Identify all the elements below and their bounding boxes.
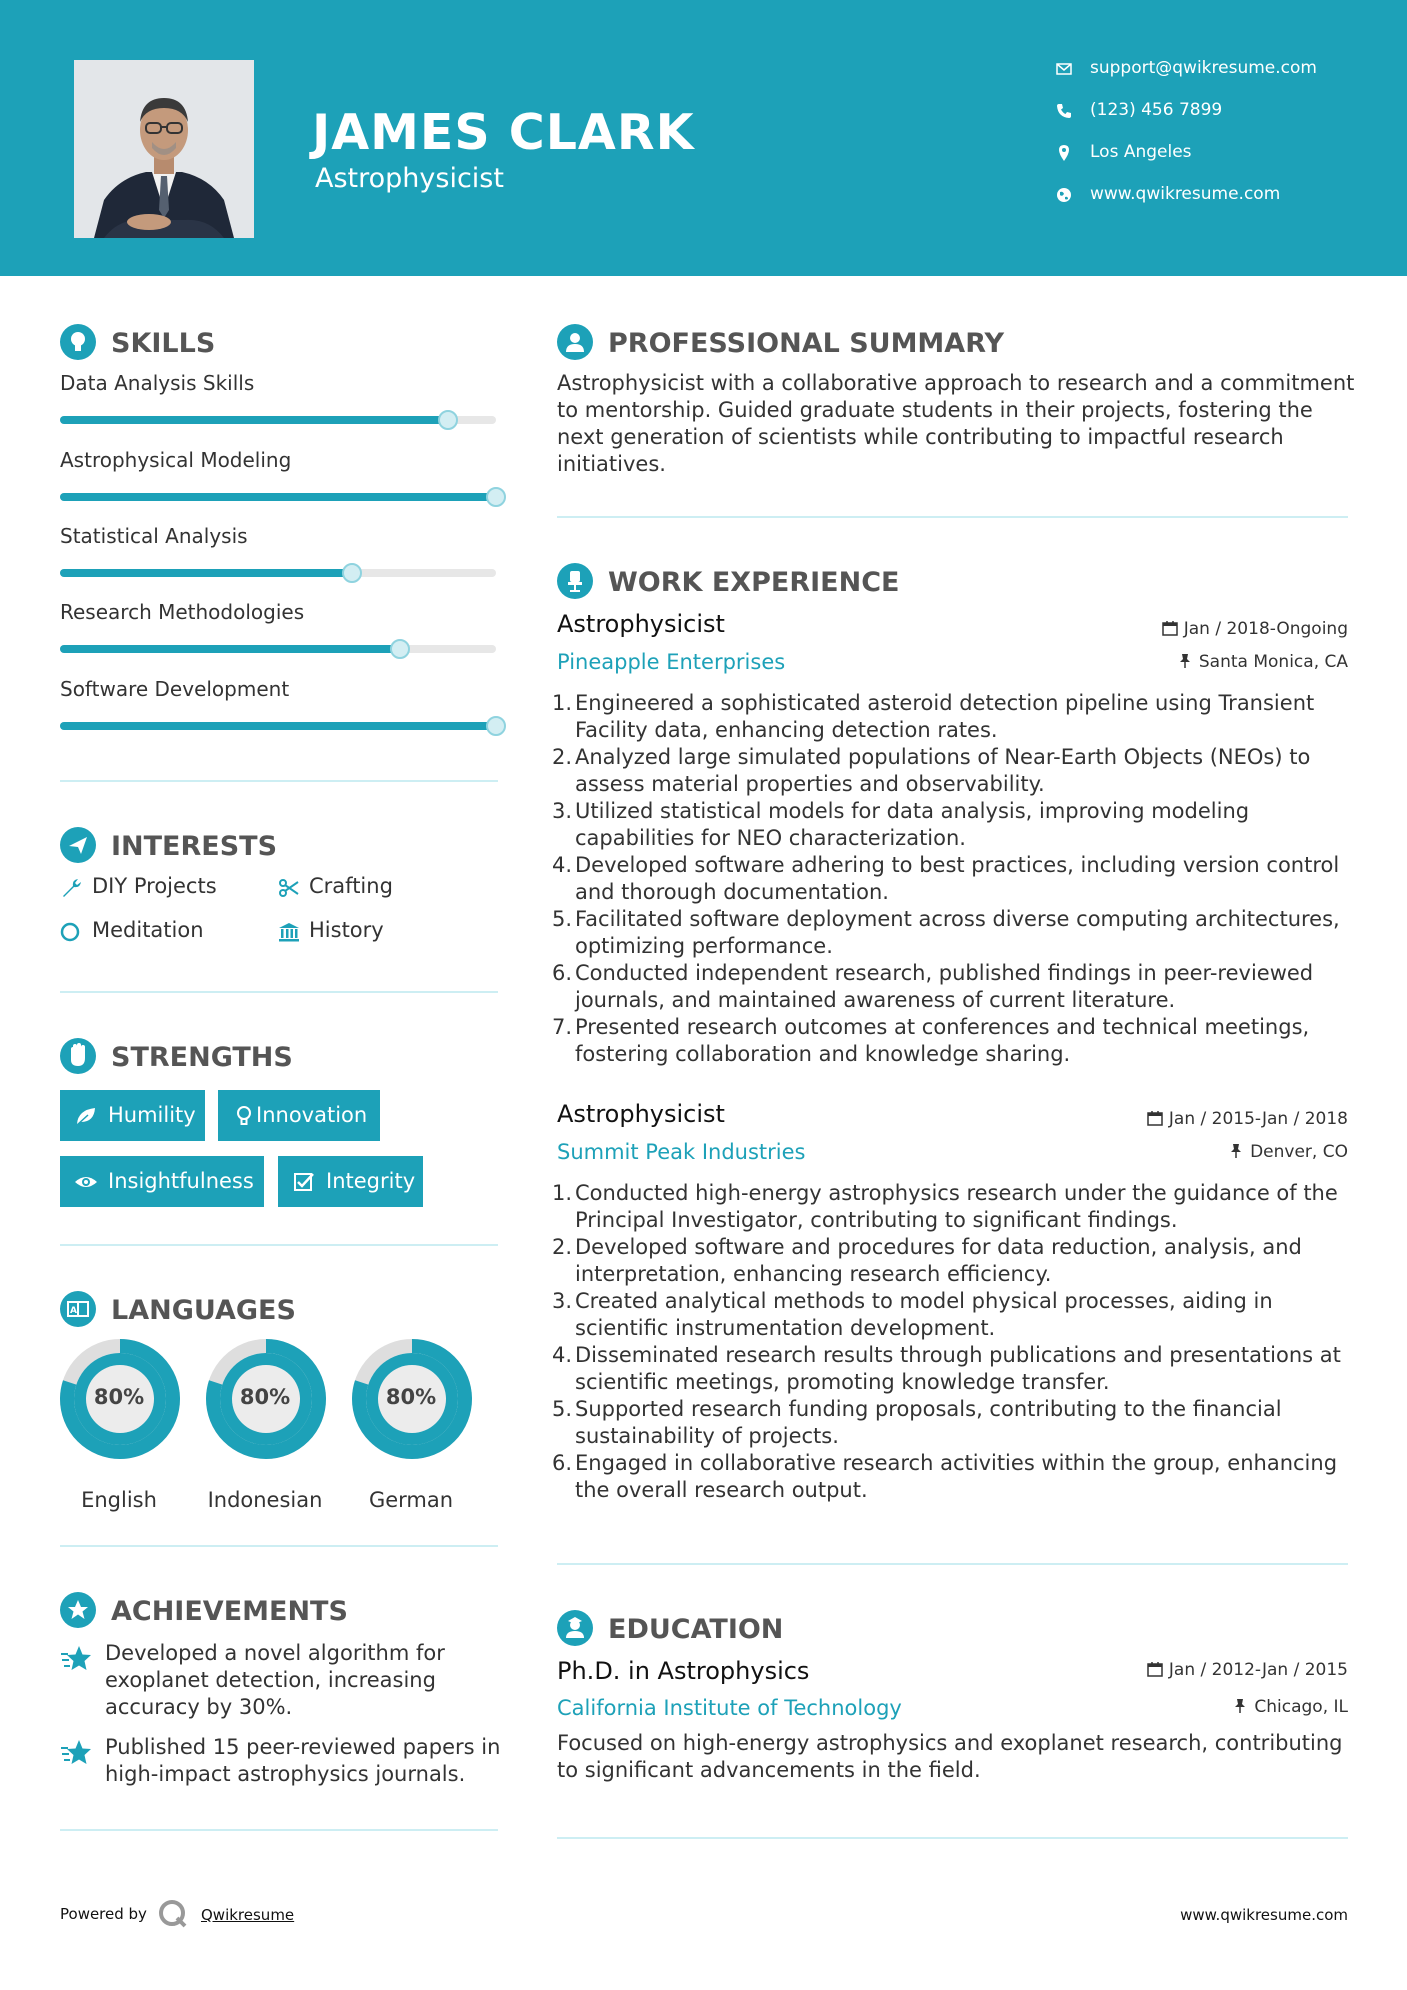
job-dates-text: Jan / 2018-Ongoing <box>1183 619 1348 639</box>
phone-icon <box>1055 102 1073 120</box>
strength-tag <box>218 1090 380 1141</box>
language-percent: 80% <box>239 1385 291 1409</box>
education-location-text: Chicago, IL <box>1254 1697 1348 1717</box>
skill-bar-fill <box>60 645 400 653</box>
footer-website[interactable]: www.qwikresume.com <box>1180 1906 1348 1924</box>
leaf-icon <box>74 1104 98 1128</box>
envelope-icon <box>1055 60 1073 78</box>
contact-location <box>1055 142 1385 168</box>
contact-location-text: Los Angeles <box>1090 142 1192 162</box>
svg-text:A: A <box>70 1306 77 1316</box>
star-icon <box>60 1644 92 1674</box>
skills-heading <box>60 324 480 364</box>
skill-bar-knob <box>342 563 362 583</box>
bank-icon <box>277 920 301 944</box>
lightbulb-icon <box>60 324 96 360</box>
job-location <box>1228 1142 1348 1162</box>
resume-header <box>0 0 1407 276</box>
check-square-icon <box>292 1170 316 1194</box>
language-percent: 80% <box>93 1385 145 1409</box>
interest-label: DIY Projects <box>92 874 217 898</box>
strengths-title: STRENGTHS <box>111 1042 293 1073</box>
section-divider <box>557 516 1348 518</box>
star-icon <box>60 1738 92 1768</box>
interest-label: Meditation <box>92 918 204 942</box>
skill-label: Statistical Analysis <box>60 524 248 548</box>
pushpin-icon <box>1177 653 1193 669</box>
candidate-name: JAMES CLARK <box>312 104 695 161</box>
powered-by-label: Powered by <box>60 1905 147 1923</box>
job-bullet: Engaged in collaborative research activities within the group, enhancing the overall research output. <box>575 1451 1338 1502</box>
skill-bar-fill <box>60 722 496 730</box>
achievements-title: ACHIEVEMENTS <box>111 1596 348 1627</box>
section-divider <box>557 1837 1348 1839</box>
interests-title: INTERESTS <box>111 831 278 862</box>
job-bullets <box>575 690 1360 1068</box>
summary-text: Astrophysicist with a collaborative approach to research and a commitment to mentorship. Guided graduate students in their projects, fostering the next generation of scientists while contributing to impactful research initiatives. <box>557 371 1355 476</box>
skill-bar <box>60 569 496 577</box>
skill-bar-fill <box>60 493 496 501</box>
section-divider <box>60 1244 498 1246</box>
education-heading <box>557 1610 1357 1650</box>
strength-tag <box>60 1090 205 1141</box>
language-name: Indonesian <box>207 1488 323 1512</box>
paper-plane-icon <box>60 827 96 863</box>
skill-label: Software Development <box>60 677 290 701</box>
circle-icon <box>60 920 84 944</box>
job-bullet: Conducted high-energy astrophysics research under the guidance of the Principal Investigator, contributing to significant findings. <box>575 1181 1338 1232</box>
language-name: English <box>81 1488 157 1512</box>
graduate-icon <box>557 1610 593 1646</box>
skill-bar <box>60 722 496 730</box>
skill-bar-knob <box>486 716 506 736</box>
scissors-icon <box>277 876 301 900</box>
contact-phone[interactable] <box>1055 100 1385 126</box>
company-name: Summit Peak Industries <box>557 1140 806 1164</box>
experience-title: WORK EXPERIENCE <box>608 567 900 598</box>
office-chair-icon <box>557 563 593 599</box>
user-icon <box>557 324 593 360</box>
job-bullet: Disseminated research results through publications and presentations at scientific meetings, promoting knowledge transfer. <box>575 1343 1341 1394</box>
skill-bar-knob <box>390 639 410 659</box>
eye-icon <box>74 1170 98 1194</box>
summary-heading <box>557 324 1357 364</box>
skills-title: SKILLS <box>111 328 216 359</box>
map-pin-icon <box>1055 144 1073 162</box>
job-bullet: Engineered a sophisticated asteroid detection pipeline using Transient Facility data, enhancing detection rates. <box>575 691 1315 742</box>
contact-phone-text: (123) 456 7899 <box>1090 100 1223 120</box>
lightbulb-icon <box>232 1104 256 1128</box>
strength-label: Humility <box>108 1103 196 1127</box>
job-bullet: Created analytical methods to model physical processes, aiding in scientific instrumentation development. <box>575 1289 1273 1340</box>
job-bullet: Facilitated software deployment across diverse computing architectures, optimizing performance. <box>575 907 1340 958</box>
education-description: Focused on high-energy astrophysics and exoplanet research, contributing to significant advancements in the field. <box>557 1731 1343 1782</box>
job-bullet: Analyzed large simulated populations of Near-Earth Objects (NEOs) to assess material properties and observability. <box>575 745 1311 796</box>
education-dates-text: Jan / 2012-Jan / 2015 <box>1168 1660 1348 1680</box>
job-dates <box>1147 1109 1348 1129</box>
job-dates <box>1162 619 1348 639</box>
skill-bar <box>60 645 496 653</box>
skill-bar-fill <box>60 416 448 424</box>
skill-bar-fill <box>60 569 352 577</box>
languages-title: LANGUAGES <box>111 1295 296 1326</box>
contact-email[interactable] <box>1055 58 1385 84</box>
language-percent: 80% <box>385 1385 437 1409</box>
achievement-text: Developed a novel algorithm for exoplanet detection, increasing accuracy by 30%. <box>105 1641 445 1719</box>
strength-label: Insightfulness <box>108 1169 254 1193</box>
job-title: Astrophysicist <box>557 1100 725 1128</box>
contact-website-text: www.qwikresume.com <box>1090 184 1281 204</box>
experience-heading <box>557 563 1357 603</box>
job-bullet: Developed software and procedures for data reduction, analysis, and interpretation, enhancing research efficiency. <box>575 1235 1302 1286</box>
calendar-icon <box>1147 1661 1163 1677</box>
skill-label: Research Methodologies <box>60 600 305 624</box>
section-divider <box>60 780 498 782</box>
section-divider <box>60 1829 498 1831</box>
strength-tag <box>278 1156 423 1207</box>
job-title: Astrophysicist <box>557 610 725 638</box>
company-name: Pineapple Enterprises <box>557 650 786 674</box>
languages-heading <box>60 1291 480 1331</box>
achievement-text: Published 15 peer-reviewed papers in high-impact astrophysics journals. <box>105 1735 501 1786</box>
degree-title: Ph.D. in Astrophysics <box>557 1657 810 1685</box>
section-divider <box>60 1545 498 1547</box>
job-dates-text: Jan / 2015-Jan / 2018 <box>1168 1109 1348 1129</box>
hand-icon <box>60 1038 96 1074</box>
job-location-text: Denver, CO <box>1250 1142 1348 1162</box>
language-name: German <box>368 1488 454 1512</box>
profile-photo <box>74 60 254 238</box>
skill-bar-knob <box>438 410 458 430</box>
education-title: EDUCATION <box>608 1614 784 1645</box>
interests-heading <box>60 827 480 867</box>
skill-bar <box>60 416 496 424</box>
job-bullet: Conducted independent research, published findings in peer-reviewed journals, and maintained awareness of current literature. <box>575 961 1314 1012</box>
skill-label: Data Analysis Skills <box>60 371 255 395</box>
school-name: California Institute of Technology <box>557 1696 902 1720</box>
section-divider <box>60 991 498 993</box>
calendar-icon <box>1162 620 1178 636</box>
job-location-text: Santa Monica, CA <box>1198 652 1348 672</box>
candidate-title: Astrophysicist <box>315 163 504 194</box>
job-bullet: Utilized statistical models for data analysis, improving modeling capabilities for NEO characterization. <box>575 799 1250 850</box>
star-badge-icon <box>60 1592 96 1628</box>
job-bullet: Presented research outcomes at conferences and technical meetings, fostering collaboration and knowledge sharing. <box>575 1015 1310 1066</box>
language-icon <box>60 1291 96 1327</box>
wrench-icon <box>60 876 84 900</box>
education-dates <box>1147 1660 1348 1680</box>
achievements-heading <box>60 1592 480 1632</box>
strengths-heading <box>60 1038 480 1078</box>
skill-bar-knob <box>486 487 506 507</box>
section-divider <box>557 1563 1348 1565</box>
education-location <box>1232 1697 1348 1717</box>
job-bullets <box>575 1180 1360 1504</box>
skill-label: Astrophysical Modeling <box>60 448 292 472</box>
job-location <box>1177 652 1348 672</box>
strength-label: Integrity <box>326 1169 416 1193</box>
strength-tag <box>60 1156 264 1207</box>
job-bullet: Developed software adhering to best practices, including version control and thorough documentation. <box>575 853 1340 904</box>
strength-label: Innovation <box>256 1103 368 1127</box>
qwikresume-logo-icon <box>157 1898 189 1930</box>
qwikresume-link[interactable]: Qwikresume <box>201 1906 295 1924</box>
job-bullet: Supported research funding proposals, contributing to the financial sustainability of projects. <box>575 1397 1282 1448</box>
pushpin-icon <box>1228 1143 1244 1159</box>
pushpin-icon <box>1232 1698 1248 1714</box>
globe-icon <box>1055 186 1073 204</box>
summary-title: PROFESSIONAL SUMMARY <box>608 328 1005 359</box>
contact-email-text: support@qwikresume.com <box>1090 58 1317 78</box>
calendar-icon <box>1147 1110 1163 1126</box>
contact-website[interactable] <box>1055 184 1385 210</box>
skill-bar <box>60 493 496 501</box>
interest-label: Crafting <box>309 874 393 898</box>
interest-label: History <box>309 918 384 942</box>
